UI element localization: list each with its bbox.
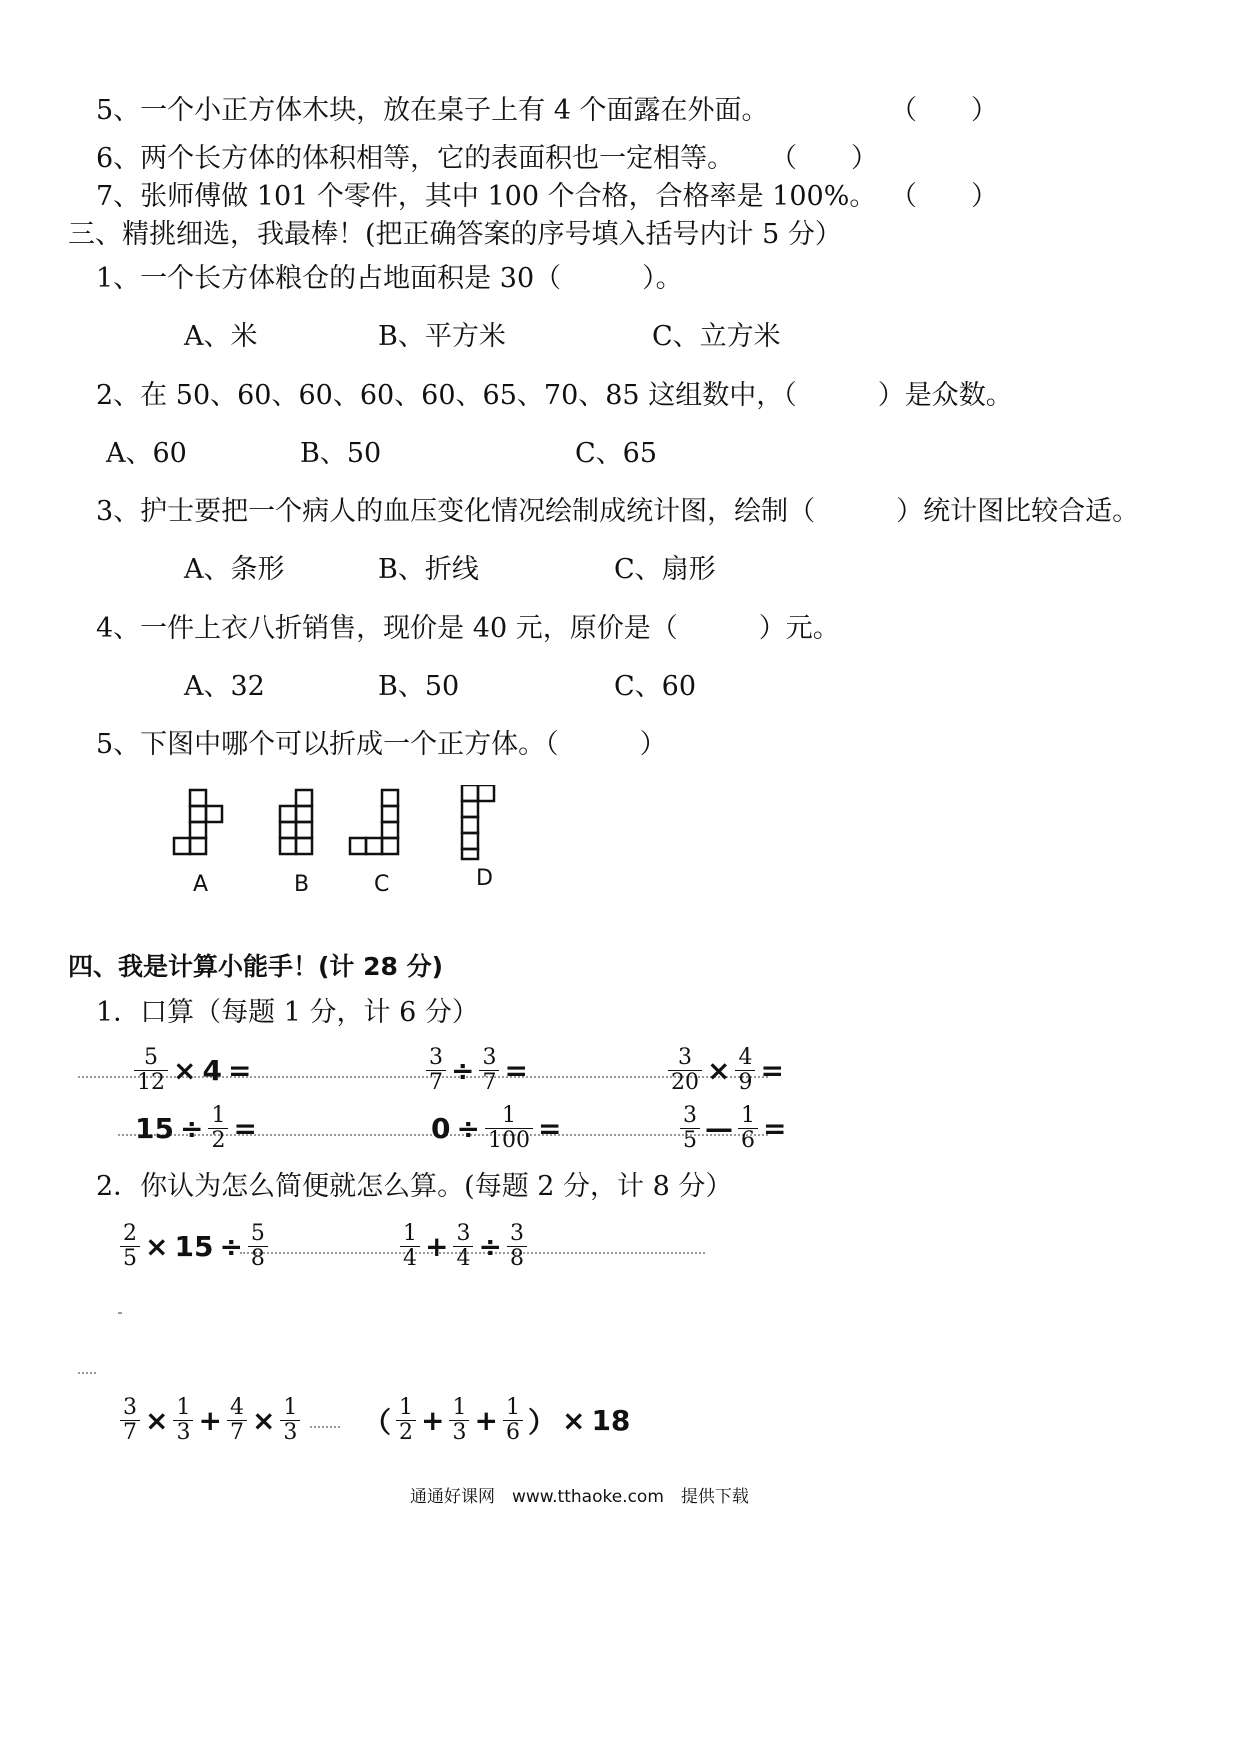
simplify-expr-2 (398, 1222, 529, 1271)
math-operator: = (227, 1054, 252, 1087)
math-operator: = (537, 1112, 562, 1145)
simplify-expr-3 (118, 1396, 302, 1445)
option-c[interactable]: C、立方米 (652, 321, 781, 352)
fraction-part: 3 (176, 1420, 191, 1445)
math-operator: + (474, 1404, 498, 1437)
math-operator: 15 (135, 1112, 174, 1145)
fraction (449, 1396, 469, 1445)
judge-item-5: 5、一个小正方体木块，放在桌子上有 4 个面露在外面。 (96, 95, 769, 126)
math-operator: = (760, 1054, 784, 1087)
fraction-part: 2 (123, 1221, 137, 1246)
fraction-part: 1 (283, 1395, 298, 1420)
section-4-title: 四、我是计算小能手！(计 28 分) (68, 952, 444, 981)
fraction-part: 3 (482, 1045, 497, 1070)
fraction-part: 7 (429, 1070, 443, 1095)
fraction-part: 1 (452, 1395, 467, 1420)
question-3: 3、护士要把一个病人的血压变化情况绘制成统计图，绘制（ ）统计图比较合适。 (96, 496, 1140, 527)
math-operator: × (173, 1054, 197, 1087)
fraction-part: 3 (678, 1045, 692, 1070)
fraction-part: 3 (683, 1103, 697, 1128)
fraction-part: 1 (399, 1395, 414, 1420)
fraction-part: 3 (283, 1420, 298, 1445)
math-operator: ÷ (179, 1112, 204, 1145)
fraction (453, 1222, 473, 1271)
fraction (227, 1396, 247, 1445)
option-b[interactable]: B、平方米 (378, 321, 506, 352)
question-1: 1、一个长方体粮仓的占地面积是 30（ ）。 (96, 263, 683, 294)
fraction-part: 7 (482, 1070, 497, 1095)
math-operator: + (421, 1404, 445, 1437)
net-a (174, 790, 222, 854)
question-5: 5、下图中哪个可以折成一个正方体。（ ） (96, 729, 667, 760)
math-operator: 0 (431, 1112, 451, 1145)
oral-calc-4 (132, 1104, 260, 1153)
oral-calc-1 (132, 1046, 254, 1095)
dotted-line (310, 1426, 340, 1428)
fraction (280, 1396, 300, 1445)
math-operator: × (145, 1230, 169, 1263)
fraction-part: 4 (738, 1045, 753, 1070)
simplify-expr-1 (118, 1222, 270, 1271)
oral-calc-heading: 1．口算（每题 1 分，计 6 分） (96, 997, 479, 1028)
fraction-part: 1 (403, 1221, 417, 1246)
option-c[interactable]: C、60 (614, 671, 697, 702)
fraction-part: 100 (487, 1128, 530, 1153)
dotted-line (78, 1372, 96, 1374)
net-b (280, 790, 312, 854)
fraction-part: 1 (505, 1395, 520, 1420)
math-operator: = (233, 1112, 257, 1145)
fraction-part: 7 (229, 1420, 244, 1445)
math-operator: × (561, 1404, 586, 1437)
fraction-part: 1 (211, 1103, 226, 1128)
math-operator: + (198, 1404, 222, 1437)
fraction (120, 1396, 140, 1445)
simplify-heading: 2．你认为怎么简便就怎么算。(每题 2 分，计 8 分） (96, 1171, 733, 1202)
answer-blank[interactable]: （ ） (770, 143, 878, 174)
option-b[interactable]: B、50 (378, 671, 460, 702)
oral-calc-2 (424, 1046, 531, 1095)
math-operator: + (425, 1230, 449, 1263)
math-operator: × (251, 1404, 276, 1437)
option-c[interactable]: C、65 (575, 438, 658, 469)
option-c[interactable]: C、扇形 (614, 554, 716, 585)
fraction-part: 4 (403, 1246, 417, 1271)
fraction (507, 1222, 527, 1271)
answer-blank[interactable]: （ ） (890, 95, 998, 126)
option-a[interactable]: A、60 (106, 438, 187, 469)
net-label-d: D (476, 866, 493, 891)
option-b[interactable]: B、50 (300, 438, 382, 469)
net-label-c: C (374, 872, 390, 897)
net-d (462, 785, 494, 859)
fraction (396, 1396, 416, 1445)
math-operator: ÷ (456, 1112, 480, 1145)
math-operator: ÷ (478, 1230, 502, 1263)
fraction-part: 1 (176, 1395, 191, 1420)
fraction-part: 8 (509, 1246, 524, 1271)
fraction-part: 1 (501, 1103, 516, 1128)
judge-item-7: 7、张师傅做 101 个零件，其中 100 个合格，合格率是 100%。 (96, 181, 877, 212)
fraction (738, 1104, 758, 1153)
oral-calc-6 (678, 1104, 789, 1153)
fraction-part: 1 (741, 1103, 755, 1128)
fraction-part: 6 (505, 1420, 520, 1445)
math-operator: × (145, 1404, 169, 1437)
simplify-expr-4 (360, 1396, 633, 1445)
cube-nets-figure (170, 785, 530, 875)
option-b[interactable]: B、折线 (378, 554, 479, 585)
fraction (173, 1396, 193, 1445)
fraction (400, 1222, 420, 1271)
fraction (735, 1046, 755, 1095)
math-operator: ） (527, 1405, 556, 1439)
fraction-part: 20 (671, 1070, 699, 1095)
fraction-part: 4 (456, 1246, 471, 1271)
fraction-part: 3 (429, 1045, 443, 1070)
fraction-part: 7 (123, 1420, 137, 1445)
fraction-part: 5 (250, 1221, 265, 1246)
section-3-title: 三、精挑细选，我最棒！(把正确答案的序号填入括号内计 5 分） (68, 219, 842, 250)
page-footer: 通通好课网 www.tthaoke.com 提供下载 (410, 1487, 749, 1507)
math-operator: 4 (202, 1054, 222, 1087)
math-operator: — (705, 1112, 733, 1145)
fraction (134, 1046, 168, 1095)
math-operator: ÷ (451, 1054, 475, 1087)
math-operator: （ (363, 1405, 392, 1439)
fraction-part: 3 (456, 1221, 471, 1246)
fraction-part: 9 (738, 1070, 753, 1095)
oral-calc-5 (428, 1104, 564, 1153)
fraction (680, 1104, 700, 1153)
net-c (350, 790, 398, 854)
math-operator: = (504, 1054, 528, 1087)
fraction-part: 8 (250, 1246, 265, 1271)
fraction-part: 12 (137, 1070, 165, 1095)
net-label-a: A (193, 872, 209, 897)
fraction (208, 1104, 228, 1153)
fraction-part: 4 (229, 1395, 244, 1420)
fraction (503, 1396, 523, 1445)
math-operator: = (763, 1112, 787, 1145)
math-operator: 18 (591, 1404, 631, 1437)
fraction-part: 6 (741, 1128, 755, 1153)
fraction-part: 2 (399, 1420, 414, 1445)
fraction-part: 5 (144, 1045, 158, 1070)
fraction-part: 5 (123, 1246, 137, 1271)
option-a[interactable]: A、32 (184, 671, 265, 702)
fraction-part: 2 (211, 1128, 226, 1153)
fraction (485, 1104, 533, 1153)
question-2: 2、在 50、60、60、60、60、65、70、85 这组数中，（ ）是众数。 (96, 380, 1013, 411)
answer-blank[interactable]: （ ） (890, 181, 998, 212)
dotted-line (118, 1312, 122, 1314)
math-operator: 15 (174, 1230, 214, 1263)
fraction-part: 3 (452, 1420, 467, 1445)
option-a[interactable]: A、米 (184, 321, 258, 352)
question-4: 4、一件上衣八折销售，现价是 40 元，原价是（ ）元。 (96, 613, 840, 644)
fraction (426, 1046, 446, 1095)
fraction-part: 5 (683, 1128, 697, 1153)
judge-item-6: 6、两个长方体的体积相等，它的表面积也一定相等。 (96, 143, 735, 174)
net-label-b: B (294, 872, 310, 897)
math-operator: × (707, 1054, 731, 1087)
fraction (120, 1222, 140, 1271)
fraction-part: 3 (509, 1221, 524, 1246)
oral-calc-3 (666, 1046, 787, 1095)
fraction-part: 3 (123, 1395, 137, 1420)
option-a[interactable]: A、条形 (184, 554, 285, 585)
fraction (248, 1222, 268, 1271)
math-operator: ÷ (219, 1230, 243, 1263)
fraction (479, 1046, 499, 1095)
fraction (668, 1046, 702, 1095)
